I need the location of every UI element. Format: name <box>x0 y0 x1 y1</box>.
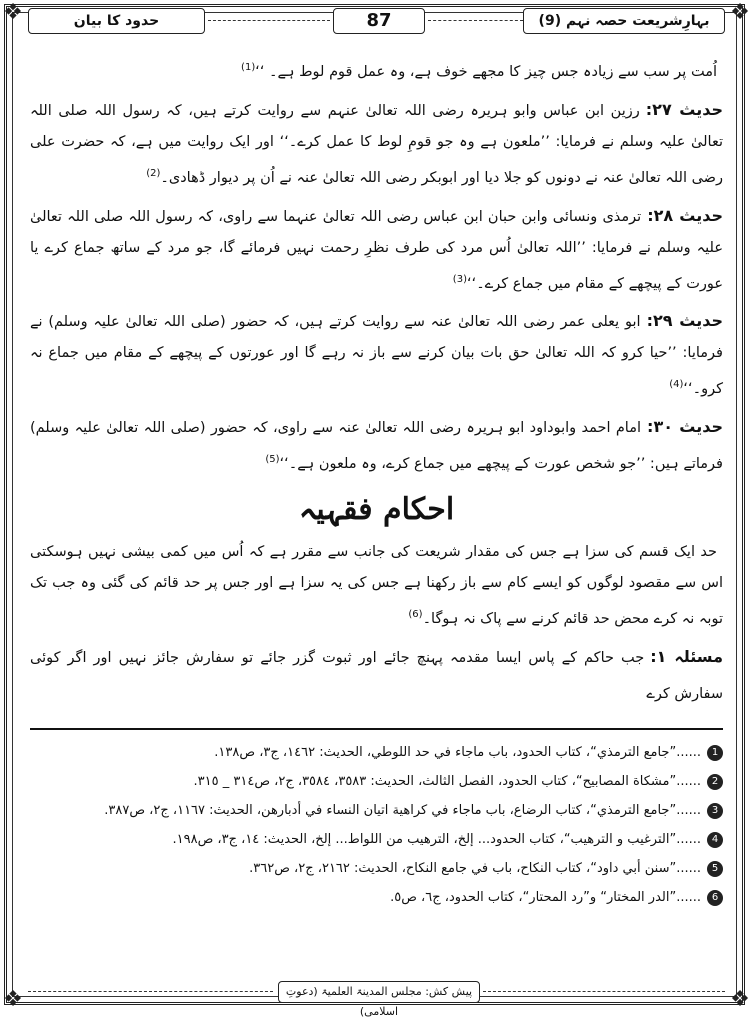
publisher-credit: پیش کش: مجلس المدینۃ العلمیۃ (دعوتِ اسلامی) <box>278 981 480 1003</box>
footnote-number: 6 <box>707 890 723 906</box>
corner-ornament-icon: ❖ <box>730 987 750 1012</box>
page-number: 87 <box>333 8 425 34</box>
page-footer <box>28 981 725 1018</box>
footnote-item: 1 ......”جامع الترمذي“، كتاب الحدود، باب ماجاء في حد اللوطي، الحديث: ١٤٦٢، ج٣، ص١٣٨. <box>30 738 723 767</box>
footnotes <box>30 738 723 912</box>
footnote-item: 6 ......”الدر المختار“ و”رد المحتار“، كتاب الحدود، ج٦، ص٥. <box>30 883 723 912</box>
header-divider <box>208 20 330 22</box>
footer-divider <box>483 991 725 993</box>
footnote-item: 2 ......”مشكاة المصابيح“، كتاب الحدود، الفصل الثالث، الحديث: ٣٥٨٣، ٣٥٨٤، ج٢، ص٣١٤ _ ٣١٥. <box>30 767 723 796</box>
masala-paragraph: مسئلہ ۱:جب حاکم کے پاس ایسا مقدمہ پہنچ جائے اور ثبوت گزر جائے تو سفارش جائز نہیں اور اگر کوئی سفارش کرے <box>30 646 723 702</box>
footnote-number: 3 <box>707 803 723 819</box>
hadith-paragraph: حدیث ۳۰:امام احمد وابوداود ابو ہریرہ رضی اللہ تعالیٰ عنہ سے راوی، کہ حضور (صلی اللہ تعالیٰ علیہ وسلم) فرماتے ہیں: ’’جو شخص عورت کے پیچھے میں جماع کرے، وہ ملعون ہے۔‘‘$^{(5)}$ <box>30 417 723 473</box>
footnote-rule <box>30 728 723 730</box>
fiqh-paragraph: حد ایک قسم کی سزا ہے جس کی مقدار شریعت کی جانب سے مقرر ہے کہ اُس میں کمی بیشی نہیں ہوسکتی اس سے مقصود لوگوں کو ایسے کام سے باز رکھنا ہے جس کی یہ سزا ہے اور جس پر حد قائم کی گئی وہ جب تک توبہ نہ کرے محض حد قائم کرنے سے پاک نہ ہوگا۔$^{(6)}$ <box>30 544 723 627</box>
book-title: بہارِشریعت حصہ نہم (9) <box>523 8 725 34</box>
header-divider <box>428 20 523 22</box>
footnote-number: 4 <box>707 832 723 848</box>
hadith-paragraph: حدیث ۲۷:رزین ابن عباس وابو ہریرہ رضی اللہ تعالیٰ عنہم سے روایت کرتے ہیں، کہ رسول اللہ صلی اللہ تعالیٰ علیہ وسلم نے فرمایا: ’’ملعون ہے وہ جو قومِ لوط کا عمل کرے۔‘‘ اور ایک روایت میں ہے، کہ حضرت علی رضی اللہ تعالیٰ عنہ نے دونوں کو جلا دیا اور ابوبکر رضی اللہ تعالیٰ عنہ نے اُن پر دیوار ڈھادی۔$^{(2)}$ <box>30 99 723 186</box>
footnote-number: 2 <box>707 774 723 790</box>
footer-divider <box>28 991 273 993</box>
chapter-title: حدود کا بیان <box>28 8 205 34</box>
hadith-paragraph: اُمت پر سب سے زیادہ جس چیز کا مجھے خوف ہے، وہ عمل قوم لوط ہے۔ ‘‘$^{(1)}$ <box>241 62 717 80</box>
section-heading: احکام فقہیہ <box>298 492 455 528</box>
corner-ornament-icon: ❖ <box>3 987 23 1012</box>
footnote-number: 5 <box>707 861 723 877</box>
page-header <box>28 8 725 34</box>
hadith-paragraph: حدیث ۲۹:ابو یعلی عمر رضی اللہ تعالیٰ عنہ سے روایت کرتے ہیں، کہ حضور (صلی اللہ تعالیٰ علیہ وسلم) نے فرمایا: ’’حیا کرو کہ اللہ تعالیٰ حق بات بیان کرنے سے باز نہ رہے گا اور عورتوں کے پیچھے کے مقام میں جماع نہ کرو۔‘‘$^{(4)}$ <box>30 311 723 398</box>
corner-ornament-icon: ❖ <box>3 0 23 25</box>
corner-ornament-icon: ❖ <box>730 0 750 25</box>
footnote-number: 1 <box>707 745 723 761</box>
main-text <box>30 52 723 716</box>
footnote-item: 3 ......”جامع الترمذي“، كتاب الرضاع، باب ماجاء في كراهية اتيان النساء في أدبارهن، الحديث: ١١٦٧، ج٢، ص٣٨٧. <box>30 796 723 825</box>
hadith-paragraph: حدیث ۲۸:ترمذی ونسائی وابن حبان ابن عباس رضی اللہ تعالیٰ عنہما سے راوی، کہ رسول اللہ صلی اللہ تعالیٰ علیہ وسلم نے فرمایا: ’’اللہ تعالیٰ اُس مرد کی طرف نظرِ رحمت نہیں فرمائے گا، جو مرد کے ساتھ جماع کرے یا عورت کے پیچھے کے مقام میں جماع کرے۔‘‘$^{(3)}$ <box>30 205 723 292</box>
footnote-item: 4 ......”الترغيب و الترهيب“، كتاب الحدود... إلخ، الترهيب من اللواط... إلخ، الحديث: ١٤، ج٣، ص١٩٨. <box>30 825 723 854</box>
footnote-item: 5 ......”سنن أبي داود“، كتاب النكاح، باب في جامع النكاح، الحديث: ٢١٦٢، ج٢، ص٣٦٢. <box>30 854 723 883</box>
